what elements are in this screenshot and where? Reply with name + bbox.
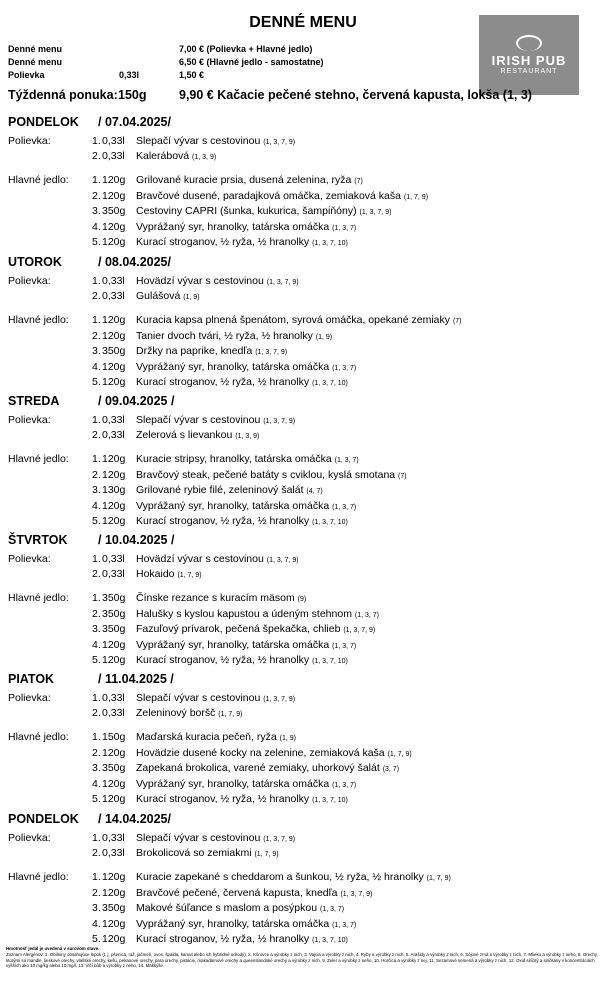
main-dish-item bbox=[92, 623, 375, 635]
item-allergens: (1, 3, 7, 10) bbox=[312, 240, 348, 247]
main-dish-item bbox=[92, 515, 348, 527]
soup-item bbox=[92, 429, 259, 441]
main-dish-item bbox=[92, 361, 356, 373]
main-dish-item bbox=[92, 376, 348, 388]
item-allergens: (9) bbox=[297, 596, 307, 603]
item-name: Vyprážaný syr, hranolky, tatárska omáčka bbox=[136, 221, 330, 233]
item-number: 5. bbox=[92, 376, 101, 388]
item-number: 3. bbox=[92, 484, 101, 496]
item-name: Hovädzie dusené kocky na zelenine, zemiaková kaša bbox=[136, 747, 385, 759]
main-dish-item bbox=[92, 190, 428, 202]
day-date: / 14.04.2025/ bbox=[98, 812, 171, 826]
day-header bbox=[8, 812, 171, 826]
price-label: Denné menu bbox=[8, 57, 63, 67]
item-quantity: 120g bbox=[102, 469, 126, 481]
main-dish-item bbox=[92, 793, 348, 805]
day-date: / 08.04.2025/ bbox=[98, 255, 171, 269]
day-name: ŠTVRTOK bbox=[8, 533, 68, 547]
price-size: 0,33l bbox=[119, 70, 140, 80]
day-header bbox=[8, 672, 174, 686]
day-date: / 11.04.2025 / bbox=[98, 672, 174, 686]
item-allergens: (1, 7, 9) bbox=[218, 711, 243, 718]
item-name: Grilované rybie filé, zeleninový šalát bbox=[136, 484, 304, 496]
item-quantity: 350g bbox=[102, 762, 126, 774]
item-name: Slepačí vývar s cestovinou bbox=[136, 692, 261, 704]
item-number: 5. bbox=[92, 793, 101, 805]
item-quantity: 120g bbox=[102, 376, 126, 388]
item-quantity: 120g bbox=[102, 221, 126, 233]
main-dish-item bbox=[92, 314, 462, 326]
item-name: Fazuľový prívarok, pečená špekačka, chlieb bbox=[136, 623, 341, 635]
item-allergens: (1, 3, 7, 10) bbox=[312, 380, 348, 387]
allergen-list: Zoznam Alergénov: 1. Obilniny obsahujúce lepok (t. j. pšenica, raž, jačmeň, ovos, špalda, kamut alebo ich hybridné odrody), 2. Kôrovce a výrobky z nich, 3. Vajcia a výrobky z nich, 4. Ryby a výrobky z nich, 5. Arašidy a výrobky z nich, 6. Sójové zrná a výrobky z nich, 7. Mlieko a výrobky z neho, 8. Orechy, ktorými sú mandle, lieskové orechy, vlašské orechy, kešu, pekanové orechy, para orechy, pistácie, makadamové orechy a queenslandské orechy a výrobky z nich, 9. Zeler a výrobky z neho, 10. Horčica a výrobky z nej, 11. Sezamové semená a výrobky z nich, 12. Oxid siričitý a siričitany v koncentráciách vyšších ako 10 mg/kg alebo 10 mg/l, 13. Vlčí bôb a výrobky z neho, 14. Mäkkýše bbox=[6, 951, 598, 969]
item-quantity: 120g bbox=[102, 871, 126, 883]
item-number: 1. bbox=[92, 453, 101, 465]
item-number: 2. bbox=[92, 747, 101, 759]
item-number: 3. bbox=[92, 902, 101, 914]
item-number: 3. bbox=[92, 345, 101, 357]
main-dish-item bbox=[92, 205, 391, 217]
item-allergens: (1, 7, 9) bbox=[387, 751, 412, 758]
main-dish-item bbox=[92, 871, 451, 883]
item-name: Hokaido bbox=[136, 568, 175, 580]
item-allergens: (1, 3, 7, 9) bbox=[343, 627, 376, 634]
day-header bbox=[8, 394, 175, 408]
main-dish-item bbox=[92, 762, 399, 774]
item-allergens: (1, 3, 7, 9) bbox=[255, 349, 288, 356]
item-name: Maďarská kuracia pečeň, ryža bbox=[136, 731, 277, 743]
logo-subtext: RESTAURANT bbox=[500, 68, 558, 75]
main-dish-item bbox=[92, 236, 348, 248]
item-name: Slepačí vývar s cestovinou bbox=[136, 832, 261, 844]
item-allergens: (1, 3, 7, 9) bbox=[266, 557, 299, 564]
item-number: 1. bbox=[92, 692, 101, 704]
item-name: Kuracia kapsa plnená špenátom, syrová omáčka, opekané zemiaky bbox=[136, 314, 451, 326]
item-allergens: (7) bbox=[354, 178, 363, 185]
item-number: 2. bbox=[92, 429, 101, 441]
item-quantity: 0,33l bbox=[102, 150, 125, 162]
day-header bbox=[8, 255, 171, 269]
soup-item bbox=[92, 692, 295, 704]
soup-item bbox=[92, 568, 202, 580]
soup-label: Polievka: bbox=[8, 692, 51, 704]
item-number: 1. bbox=[92, 174, 101, 186]
item-quantity: 0,33l bbox=[102, 553, 125, 565]
item-allergens: (1, 7, 9) bbox=[403, 194, 429, 201]
soup-item bbox=[92, 290, 200, 302]
item-number: 3. bbox=[92, 762, 101, 774]
logo-emblem-icon bbox=[516, 35, 542, 51]
item-number: 4. bbox=[92, 778, 101, 790]
item-allergens: (1, 3, 7) bbox=[332, 922, 357, 929]
price-label: Denné menu bbox=[8, 44, 63, 54]
soup-item bbox=[92, 832, 295, 844]
soup-item bbox=[92, 847, 279, 859]
soup-item bbox=[92, 275, 299, 287]
item-allergens: (1, 3, 7, 10) bbox=[312, 937, 348, 944]
item-quantity: 0,33l bbox=[102, 707, 125, 719]
weekly-offer-weight: 150g bbox=[118, 88, 147, 102]
item-quantity: 120g bbox=[102, 654, 126, 666]
item-allergens: (7) bbox=[398, 473, 407, 480]
item-name: Kurací stroganov, ½ ryža, ½ hranolky bbox=[136, 236, 310, 248]
item-allergens: (1, 3, 7, 9) bbox=[359, 209, 392, 216]
item-number: 2. bbox=[92, 707, 101, 719]
main-label: Hlavné jedlo: bbox=[8, 731, 69, 743]
day-date: / 10.04.2025 / bbox=[98, 533, 175, 547]
item-quantity: 120g bbox=[102, 747, 126, 759]
item-quantity: 120g bbox=[102, 236, 126, 248]
soup-item bbox=[92, 414, 295, 426]
item-number: 5. bbox=[92, 654, 101, 666]
item-name: Vyprážaný syr, hranolky, tatárska omáčka bbox=[136, 918, 330, 930]
item-name: Halušky s kyslou kapustou a údeným stehnom bbox=[136, 608, 352, 620]
item-quantity: 120g bbox=[102, 174, 126, 186]
day-date: / 09.04.2025 / bbox=[98, 394, 175, 408]
soup-item bbox=[92, 553, 299, 565]
menu-title: DENNÉ MENU bbox=[249, 14, 357, 31]
item-allergens: (1, 3, 7, 9) bbox=[263, 139, 296, 146]
main-dish-item bbox=[92, 902, 344, 914]
item-allergens: (1, 3, 7, 9) bbox=[263, 418, 296, 425]
item-name: Bravčové pečené, červená kapusta, knedľa bbox=[136, 887, 338, 899]
day-name: PIATOK bbox=[8, 672, 55, 686]
item-allergens: (1, 3, 7, 9) bbox=[266, 279, 299, 286]
item-quantity: 350g bbox=[102, 608, 126, 620]
item-quantity: 120g bbox=[102, 330, 126, 342]
item-number: 4. bbox=[92, 918, 101, 930]
item-quantity: 0,33l bbox=[102, 832, 125, 844]
item-number: 1. bbox=[92, 314, 101, 326]
item-number: 4. bbox=[92, 361, 101, 373]
main-dish-item bbox=[92, 933, 348, 945]
item-number: 3. bbox=[92, 623, 101, 635]
weight-note: Hmotnosť jedál je uvedená v surovom stave. bbox=[6, 946, 100, 951]
item-name: Kurací stroganov, ½ ryža, ½ hranolky bbox=[136, 793, 310, 805]
item-number: 2. bbox=[92, 290, 101, 302]
item-name: Slepačí vývar s cestovinou bbox=[136, 414, 261, 426]
main-label: Hlavné jedlo: bbox=[8, 314, 69, 326]
soup-label: Polievka: bbox=[8, 275, 51, 287]
item-allergens: (1, 3, 9) bbox=[192, 154, 217, 161]
item-name: Slepačí vývar s cestovinou bbox=[136, 135, 261, 147]
day-date: / 07.04.2025/ bbox=[98, 115, 171, 129]
allergen-footer bbox=[6, 946, 600, 969]
item-allergens: (1, 3, 7, 10) bbox=[312, 797, 348, 804]
item-allergens: (1, 3, 7) bbox=[354, 612, 379, 619]
item-quantity: 120g bbox=[102, 933, 126, 945]
main-dish-item bbox=[92, 778, 356, 790]
main-dish-item bbox=[92, 345, 287, 357]
item-allergens: (1, 9) bbox=[183, 294, 200, 301]
item-quantity: 120g bbox=[102, 918, 126, 930]
item-name: Gulášová bbox=[136, 290, 181, 302]
item-allergens: (1, 9) bbox=[279, 735, 296, 742]
item-allergens: (1, 7, 9) bbox=[426, 875, 451, 882]
day-name: PONDELOK bbox=[8, 812, 79, 826]
item-number: 2. bbox=[92, 568, 101, 580]
item-name: Zeleninový boršč bbox=[136, 707, 216, 719]
item-allergens: (1, 9) bbox=[315, 334, 333, 341]
item-quantity: 0,33l bbox=[102, 290, 125, 302]
item-quantity: 350g bbox=[102, 592, 126, 604]
day-header bbox=[8, 115, 171, 129]
item-number: 2. bbox=[92, 847, 101, 859]
item-number: 4. bbox=[92, 639, 101, 651]
item-name: Kurací stroganov, ½ ryža, ½ hranolky bbox=[136, 654, 310, 666]
item-quantity: 120g bbox=[102, 778, 126, 790]
item-number: 1. bbox=[92, 731, 101, 743]
day-name: PONDELOK bbox=[8, 115, 79, 129]
item-name: Grilované kuracie prsia, dusená zelenina, ryža bbox=[136, 174, 352, 186]
item-allergens: (7) bbox=[452, 318, 462, 325]
item-name: Cestoviny CAPRI (šunka, kukurica, šampiňóny) bbox=[136, 205, 357, 217]
item-name: Zapekaná brokolica, varené zemiaky, uhorkový šalát bbox=[136, 762, 380, 774]
main-dish-item bbox=[92, 608, 379, 620]
main-dish-item bbox=[92, 469, 407, 481]
irish-pub-logo bbox=[479, 15, 579, 95]
item-allergens: (1, 7, 9) bbox=[177, 572, 202, 579]
day-name: UTOROK bbox=[8, 255, 62, 269]
item-allergens: (1, 3, 7, 10) bbox=[312, 519, 348, 526]
item-quantity: 0,33l bbox=[102, 135, 125, 147]
item-name: Kuracie zapekané s cheddarom a šunkou, ½ ryža, ½ hranolky bbox=[136, 871, 424, 883]
item-allergens: (4, 7) bbox=[306, 488, 323, 495]
item-name: Vyprážaný syr, hranolky, tatárska omáčka bbox=[136, 639, 330, 651]
item-quantity: 350g bbox=[102, 345, 126, 357]
item-quantity: 0,33l bbox=[102, 692, 125, 704]
item-name: Kurací stroganov, ½ ryža, ½ hranolky bbox=[136, 933, 310, 945]
item-quantity: 120g bbox=[102, 361, 126, 373]
item-quantity: 0,33l bbox=[102, 568, 125, 580]
price-value: 7,00 € (Polievka + Hlavné jedlo) bbox=[179, 44, 313, 54]
item-number: 2. bbox=[92, 150, 101, 162]
item-quantity: 120g bbox=[102, 190, 126, 202]
item-allergens: (1, 3, 7, 9) bbox=[263, 696, 296, 703]
item-quantity: 0,33l bbox=[102, 429, 125, 441]
main-dish-item bbox=[92, 500, 356, 512]
item-number: 2. bbox=[92, 608, 101, 620]
item-number: 1. bbox=[92, 871, 101, 883]
item-quantity: 120g bbox=[102, 515, 126, 527]
main-dish-item bbox=[92, 639, 356, 651]
main-label: Hlavné jedlo: bbox=[8, 871, 69, 883]
item-allergens: (3, 7) bbox=[382, 766, 400, 773]
item-name: Brokolicová so zemiakmi bbox=[136, 847, 252, 859]
item-quantity: 120g bbox=[102, 314, 126, 326]
item-number: 2. bbox=[92, 190, 101, 202]
item-allergens: (1, 3, 7, 9) bbox=[340, 891, 373, 898]
item-quantity: 120g bbox=[102, 887, 126, 899]
soup-item bbox=[92, 150, 216, 162]
item-allergens: (1, 3, 7) bbox=[320, 906, 345, 913]
item-name: Vyprážaný syr, hranolky, tatárska omáčka bbox=[136, 500, 330, 512]
item-number: 2. bbox=[92, 887, 101, 899]
main-label: Hlavné jedlo: bbox=[8, 453, 69, 465]
soup-item bbox=[92, 135, 295, 147]
main-label: Hlavné jedlo: bbox=[8, 592, 69, 604]
item-number: 1. bbox=[92, 553, 101, 565]
weekly-offer-label: Týždenná ponuka: bbox=[8, 88, 118, 102]
day-header bbox=[8, 533, 175, 547]
main-dish-item bbox=[92, 731, 296, 743]
item-quantity: 120g bbox=[102, 453, 126, 465]
main-dish-item bbox=[92, 654, 348, 666]
item-name: Držky na paprike, knedľa bbox=[136, 345, 253, 357]
item-name: Tanier dvoch tvári, ½ ryža, ½ hranolky bbox=[136, 330, 313, 342]
weekly-offer-text: 9,90 € Kačacie pečené stehno, červená kapusta, lokša (1, 3) bbox=[179, 88, 532, 102]
item-allergens: (1, 3, 7) bbox=[334, 457, 359, 464]
item-quantity: 0,33l bbox=[102, 275, 125, 287]
item-quantity: 0,33l bbox=[102, 414, 125, 426]
item-number: 1. bbox=[92, 275, 101, 287]
main-dish-item bbox=[92, 887, 372, 899]
item-quantity: 120g bbox=[102, 793, 126, 805]
item-allergens: (1, 7, 9) bbox=[254, 851, 279, 858]
item-number: 1. bbox=[92, 592, 101, 604]
item-name: Kalerábová bbox=[136, 150, 190, 162]
main-dish-item bbox=[92, 174, 363, 186]
item-name: Hovädzí vývar s cestovinou bbox=[136, 553, 264, 565]
item-quantity: 350g bbox=[102, 623, 126, 635]
item-allergens: (1, 3, 7) bbox=[332, 365, 357, 372]
item-name: Bravčové dusené, paradajková omáčka, zemiaková kaša bbox=[136, 190, 401, 202]
main-dish-item bbox=[92, 330, 332, 342]
item-name: Bravčový steak, pečené batáty s cviklou, kyslá smotana bbox=[136, 469, 396, 481]
item-number: 4. bbox=[92, 221, 101, 233]
main-dish-item bbox=[92, 484, 323, 496]
main-dish-item bbox=[92, 747, 412, 759]
item-allergens: (1, 3, 7) bbox=[332, 643, 357, 650]
item-allergens: (1, 3, 9) bbox=[235, 433, 260, 440]
day-name: STREDA bbox=[8, 394, 60, 408]
main-dish-item bbox=[92, 453, 359, 465]
item-allergens: (1, 3, 7) bbox=[332, 504, 357, 511]
item-number: 2. bbox=[92, 330, 101, 342]
price-value: 6,50 € (Hlavné jedlo - samostatne) bbox=[179, 57, 324, 67]
item-quantity: 120g bbox=[102, 639, 126, 651]
main-dish-item bbox=[92, 592, 306, 604]
price-label: Polievka bbox=[8, 70, 45, 80]
item-quantity: 350g bbox=[102, 205, 126, 217]
item-number: 4. bbox=[92, 500, 101, 512]
item-name: Vyprážaný syr, hranolky, tatárska omáčka bbox=[136, 361, 330, 373]
main-dish-item bbox=[92, 918, 356, 930]
item-number: 5. bbox=[92, 933, 101, 945]
soup-item bbox=[92, 707, 242, 719]
item-allergens: (1, 3, 7) bbox=[332, 782, 357, 789]
item-allergens: (1, 3, 7) bbox=[332, 225, 357, 232]
item-quantity: 350g bbox=[102, 902, 126, 914]
item-number: 1. bbox=[92, 832, 101, 844]
item-name: Vyprážaný syr, hranolky, tatárska omáčka bbox=[136, 778, 330, 790]
main-dish-item bbox=[92, 221, 356, 233]
soup-label: Polievka: bbox=[8, 553, 51, 565]
item-name: Hovädzí vývar s cestovinou bbox=[136, 275, 264, 287]
soup-label: Polievka: bbox=[8, 135, 51, 147]
item-number: 5. bbox=[92, 236, 101, 248]
item-name: Makové šúľance s maslom a posýpkou bbox=[136, 902, 318, 914]
item-number: 5. bbox=[92, 515, 101, 527]
main-label: Hlavné jedlo: bbox=[8, 174, 69, 186]
item-number: 2. bbox=[92, 469, 101, 481]
item-quantity: 150g bbox=[102, 731, 126, 743]
item-quantity: 0,33l bbox=[102, 847, 125, 859]
item-quantity: 120g bbox=[102, 500, 126, 512]
price-value: 1,50 € bbox=[179, 70, 205, 80]
item-name: Kurací stroganov, ½ ryža, ½ hranolky bbox=[136, 376, 310, 388]
item-name: Zelerová s lievankou bbox=[136, 429, 233, 441]
soup-label: Polievka: bbox=[8, 414, 51, 426]
item-name: Čínske rezance s kuracím mäsom bbox=[136, 592, 295, 604]
item-name: Kurací stroganov, ½ ryža, ½ hranolky bbox=[136, 515, 310, 527]
soup-label: Polievka: bbox=[8, 832, 51, 844]
item-number: 1. bbox=[92, 135, 101, 147]
item-allergens: (1, 3, 7, 10) bbox=[312, 658, 348, 665]
item-quantity: 130g bbox=[102, 484, 126, 496]
item-allergens: (1, 3, 7, 9) bbox=[263, 836, 296, 843]
item-number: 1. bbox=[92, 414, 101, 426]
item-number: 3. bbox=[92, 205, 101, 217]
item-name: Kuracie stripsy, hranolky, tatárska omáčka bbox=[136, 453, 332, 465]
logo-text: IRISH PUB bbox=[491, 53, 567, 68]
